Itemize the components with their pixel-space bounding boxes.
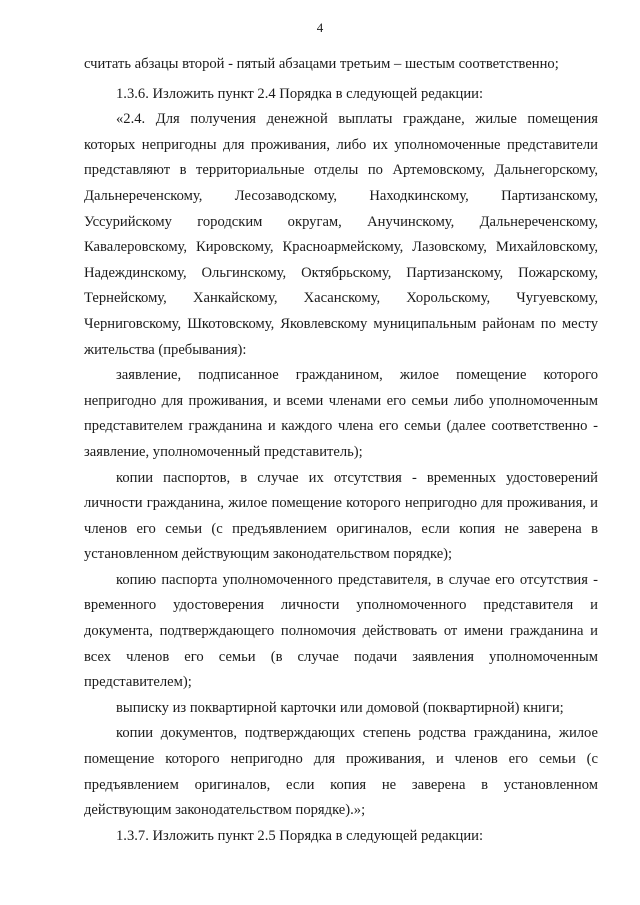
paragraph-clause-1-3-7: 1.3.7. Изложить пункт 2.5 Порядка в следующей редакции: — [116, 827, 484, 844]
paragraph-application: заявление, подписанное гражданином, жилое помещение которого непригодно для проживания, и всеми членами его семьи либо уполномоченным представителем гражданина и каждого члена его семьи (далее соответственно - заявление, уполномоченный представитель); — [84, 367, 598, 460]
paragraph-renumbering-note: считать абзацы второй - пятый абзацами третьим – шестым соответственно; — [84, 56, 559, 72]
paragraph-representative-passport: копию паспорта уполномоченного представителя, в случае его отсутствия - временного удостоверения личности уполномоченного представителя и документа, подтверждающего полномочия действовать от имени гражданина и всех членов его семьи (в случае подачи заявления уполномоченным представителем); — [84, 571, 598, 691]
paragraph-item-2-4: «2.4. Для получения денежной выплаты граждане, жилые помещения которых непригодны для проживания, либо их уполномоченные представители представляют в территориальные отделы по Артемовскому, Дальнегорскому, Дальнереченскому, Лесозаводскому, Находкинскому, Партизанскому, Уссурийскому городским округам, Анучинскому, Дальнереченскому, Кавалеровскому, Кировскому, Красноармейскому, Лазовскому, Михайловскому, Надеждинскому, Ольгинскому, Октябрьскому, Партизанскому, Пожарскому, Тернейскому, Ханкайскому, Хасанскому, Хорольскому, Чугуевскому, Черниговскому, Шкотовскому, Яковлевскому муниципальным районам по месту жительства (пребывания): — [84, 111, 598, 358]
paragraph-passport-copies: копии паспортов, в случае их отсутствия - временных удостоверений личности гражданина, жилое помещение которого непригодно для проживания, и членов его семьи (с предъявлением оригиналов, если копия не заверена в установленном действующим законодательством порядке); — [84, 469, 598, 563]
document-body — [84, 52, 598, 849]
paragraph-kinship-documents: копии документов, подтверждающих степень родства гражданина, жилое помещение которого непригодно для проживания, и членов его семьи (с предъявлением оригиналов, если копия не заверена в установленном действующим законодательством порядке).»; — [84, 725, 598, 819]
page-number: 4 — [316, 20, 324, 35]
paragraph-house-register-extract: выписку из поквартирной карточки или домовой (поквартирной) книги; — [116, 699, 564, 716]
paragraph-clause-1-3-6: 1.3.6. Изложить пункт 2.4 Порядка в следующей редакции: — [116, 85, 484, 102]
